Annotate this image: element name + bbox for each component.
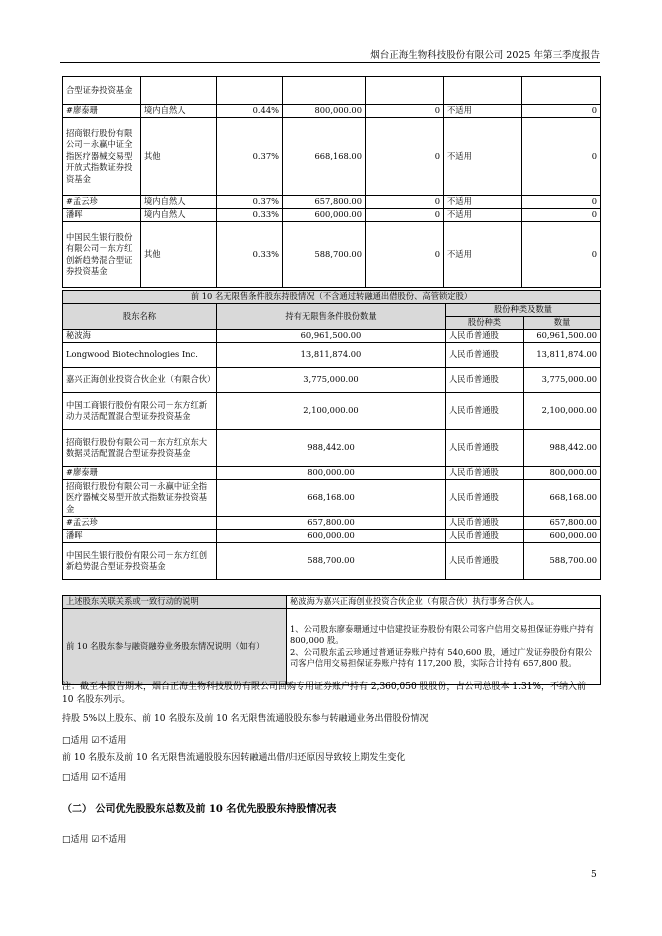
table-header-row (63, 304, 601, 317)
table-row: 潘晖 境内自然人 0.33% 600,000.00 0 不适用 0 (63, 209, 601, 222)
choice-preferred: □适用 ☑不适用 (62, 835, 127, 845)
table-title: 前 10 名无限售条件股东持股情况（不含通过转融通出借股份、高管锁定股） (63, 291, 601, 304)
question-lending: 持股 5%以上股东、前 10 名股东及前 10 名无限售流通股股东参与转融通业务出借股份情况 (62, 714, 429, 724)
table-row: 嘉兴正海创业投资合伙企业（有限合伙） 3,775,000.00 人民币普通股 3,775,000.00 (63, 368, 601, 393)
header-rule (60, 62, 600, 63)
table-row: #廖泰珊 800,000.00 人民币普通股 800,000.00 (63, 467, 601, 480)
margin-trading-label: 前 10 名股东参与融资融券业务股东情况说明（如有） (63, 609, 287, 685)
col-header-kind-group: 股份种类及数量 (446, 304, 601, 317)
table-row: #廖泰珊 境内自然人 0.44% 800,000.00 0 不适用 0 (63, 105, 601, 118)
col-header-qty: 持有无限售条件股份数量 (217, 304, 446, 330)
table-row: 潘晖 600,000.00 人民币普通股 600,000.00 (63, 530, 601, 543)
col-header-amount: 数量 (524, 317, 601, 330)
col-header-kind: 股份种类 (446, 317, 524, 330)
relations-table (62, 595, 601, 685)
top10-shareholders-table-continued (62, 76, 601, 288)
table-row: 招商银行股份有限公司－东方红京东大数据灵活配置混合型证券投资基金 988,442.00 人民币普通股 988,442.00 (63, 430, 601, 467)
shareholder-name: 中国民生银行股份有限公司－东方红创新趋势混合型证券投资基金 (63, 222, 141, 288)
choice-change: □适用 ☑不适用 (62, 773, 127, 783)
table-row: 秘波海 60,961,500.00 人民币普通股 60,961,500.00 (63, 330, 601, 343)
relations-label: 上述股东关联关系或一致行动的说明 (63, 596, 287, 609)
table-title-row (63, 291, 601, 304)
table-row (63, 596, 601, 609)
table-row: #孟云珍 657,800.00 人民币普通股 657,800.00 (63, 517, 601, 530)
top10-unrestricted-table (62, 290, 601, 580)
footnote: 注：截至本报告期末，烟台正海生物科技股份有限公司回购专用证券账户持有 2,360,050 股股份，占公司总股本 1.31%，不纳入前 10 名股东列示。 (62, 682, 586, 705)
table-row: #孟云珍 境内自然人 0.37% 657,800.00 0 不适用 0 (63, 196, 601, 209)
question-change: 前 10 名股东及前 10 名无限售流通股股东因转融通出借/归还原因导致较上期发生变化 (62, 753, 406, 763)
table-row: 中国工商银行股份有限公司－东方红新动力灵活配置混合型证券投资基金 2,100,000.00 人民币普通股 2,100,000.00 (63, 393, 601, 430)
shareholder-name: #孟云珍 (63, 196, 141, 209)
col-header-name: 股东名称 (63, 304, 217, 330)
section-title: （二） 公司优先股股东总数及前 10 名优先股股东持股情况表 (62, 804, 337, 815)
relations-text: 秘波海为嘉兴正海创业投资合伙企业（有限合伙）执行事务合伙人。 (287, 596, 601, 609)
margin-trading-text: 1、公司股东廖泰珊通过中信建投证券股份有限公司客户信用交易担保证券账户持有 800,000 股。 2、公司股东孟云珍通过普通证券账户持有 540,600 股，通过广发证券股份有限公司客户信用交易担保证券账户持有 117,200 股，实际合计持有 657,800 股。 (287, 609, 601, 685)
table-row: 中国民生银行股份有限公司－东方红创新趋势混合型证券投资基金 其他 0.33% 588,700.00 0 不适用 0 (63, 222, 601, 288)
table-row (63, 77, 601, 105)
table-row: 招商银行股份有限公司－永赢中证全指医疗器械交易型开放式指数证券投资基金 其他 0.37% 668,168.00 0 不适用 0 (63, 118, 601, 196)
shareholder-name: #廖泰珊 (63, 105, 141, 118)
shareholder-name: 招商银行股份有限公司－永赢中证全指医疗器械交易型开放式指数证券投资基金 (63, 118, 141, 196)
table-row: Longwood Biotechnologies Inc. 13,811,874.00 人民币普通股 13,811,874.00 (63, 343, 601, 368)
table-row: 招商银行股份有限公司－永赢中证全指医疗器械交易型开放式指数证券投资基金 668,168.00 人民币普通股 668,168.00 (63, 480, 601, 517)
page-number: 5 (591, 870, 597, 880)
page-header: 烟台正海生物科技股份有限公司 2025 年第三季度报告 (370, 50, 600, 61)
table-row: 中国民生银行股份有限公司－东方红创新趋势混合型证券投资基金 588,700.00 人民币普通股 588,700.00 (63, 543, 601, 580)
choice-lending: □适用 ☑不适用 (62, 736, 127, 746)
table-row (63, 609, 601, 685)
shareholder-name: 合型证券投资基金 (63, 77, 141, 105)
shareholder-name: 潘晖 (63, 209, 141, 222)
